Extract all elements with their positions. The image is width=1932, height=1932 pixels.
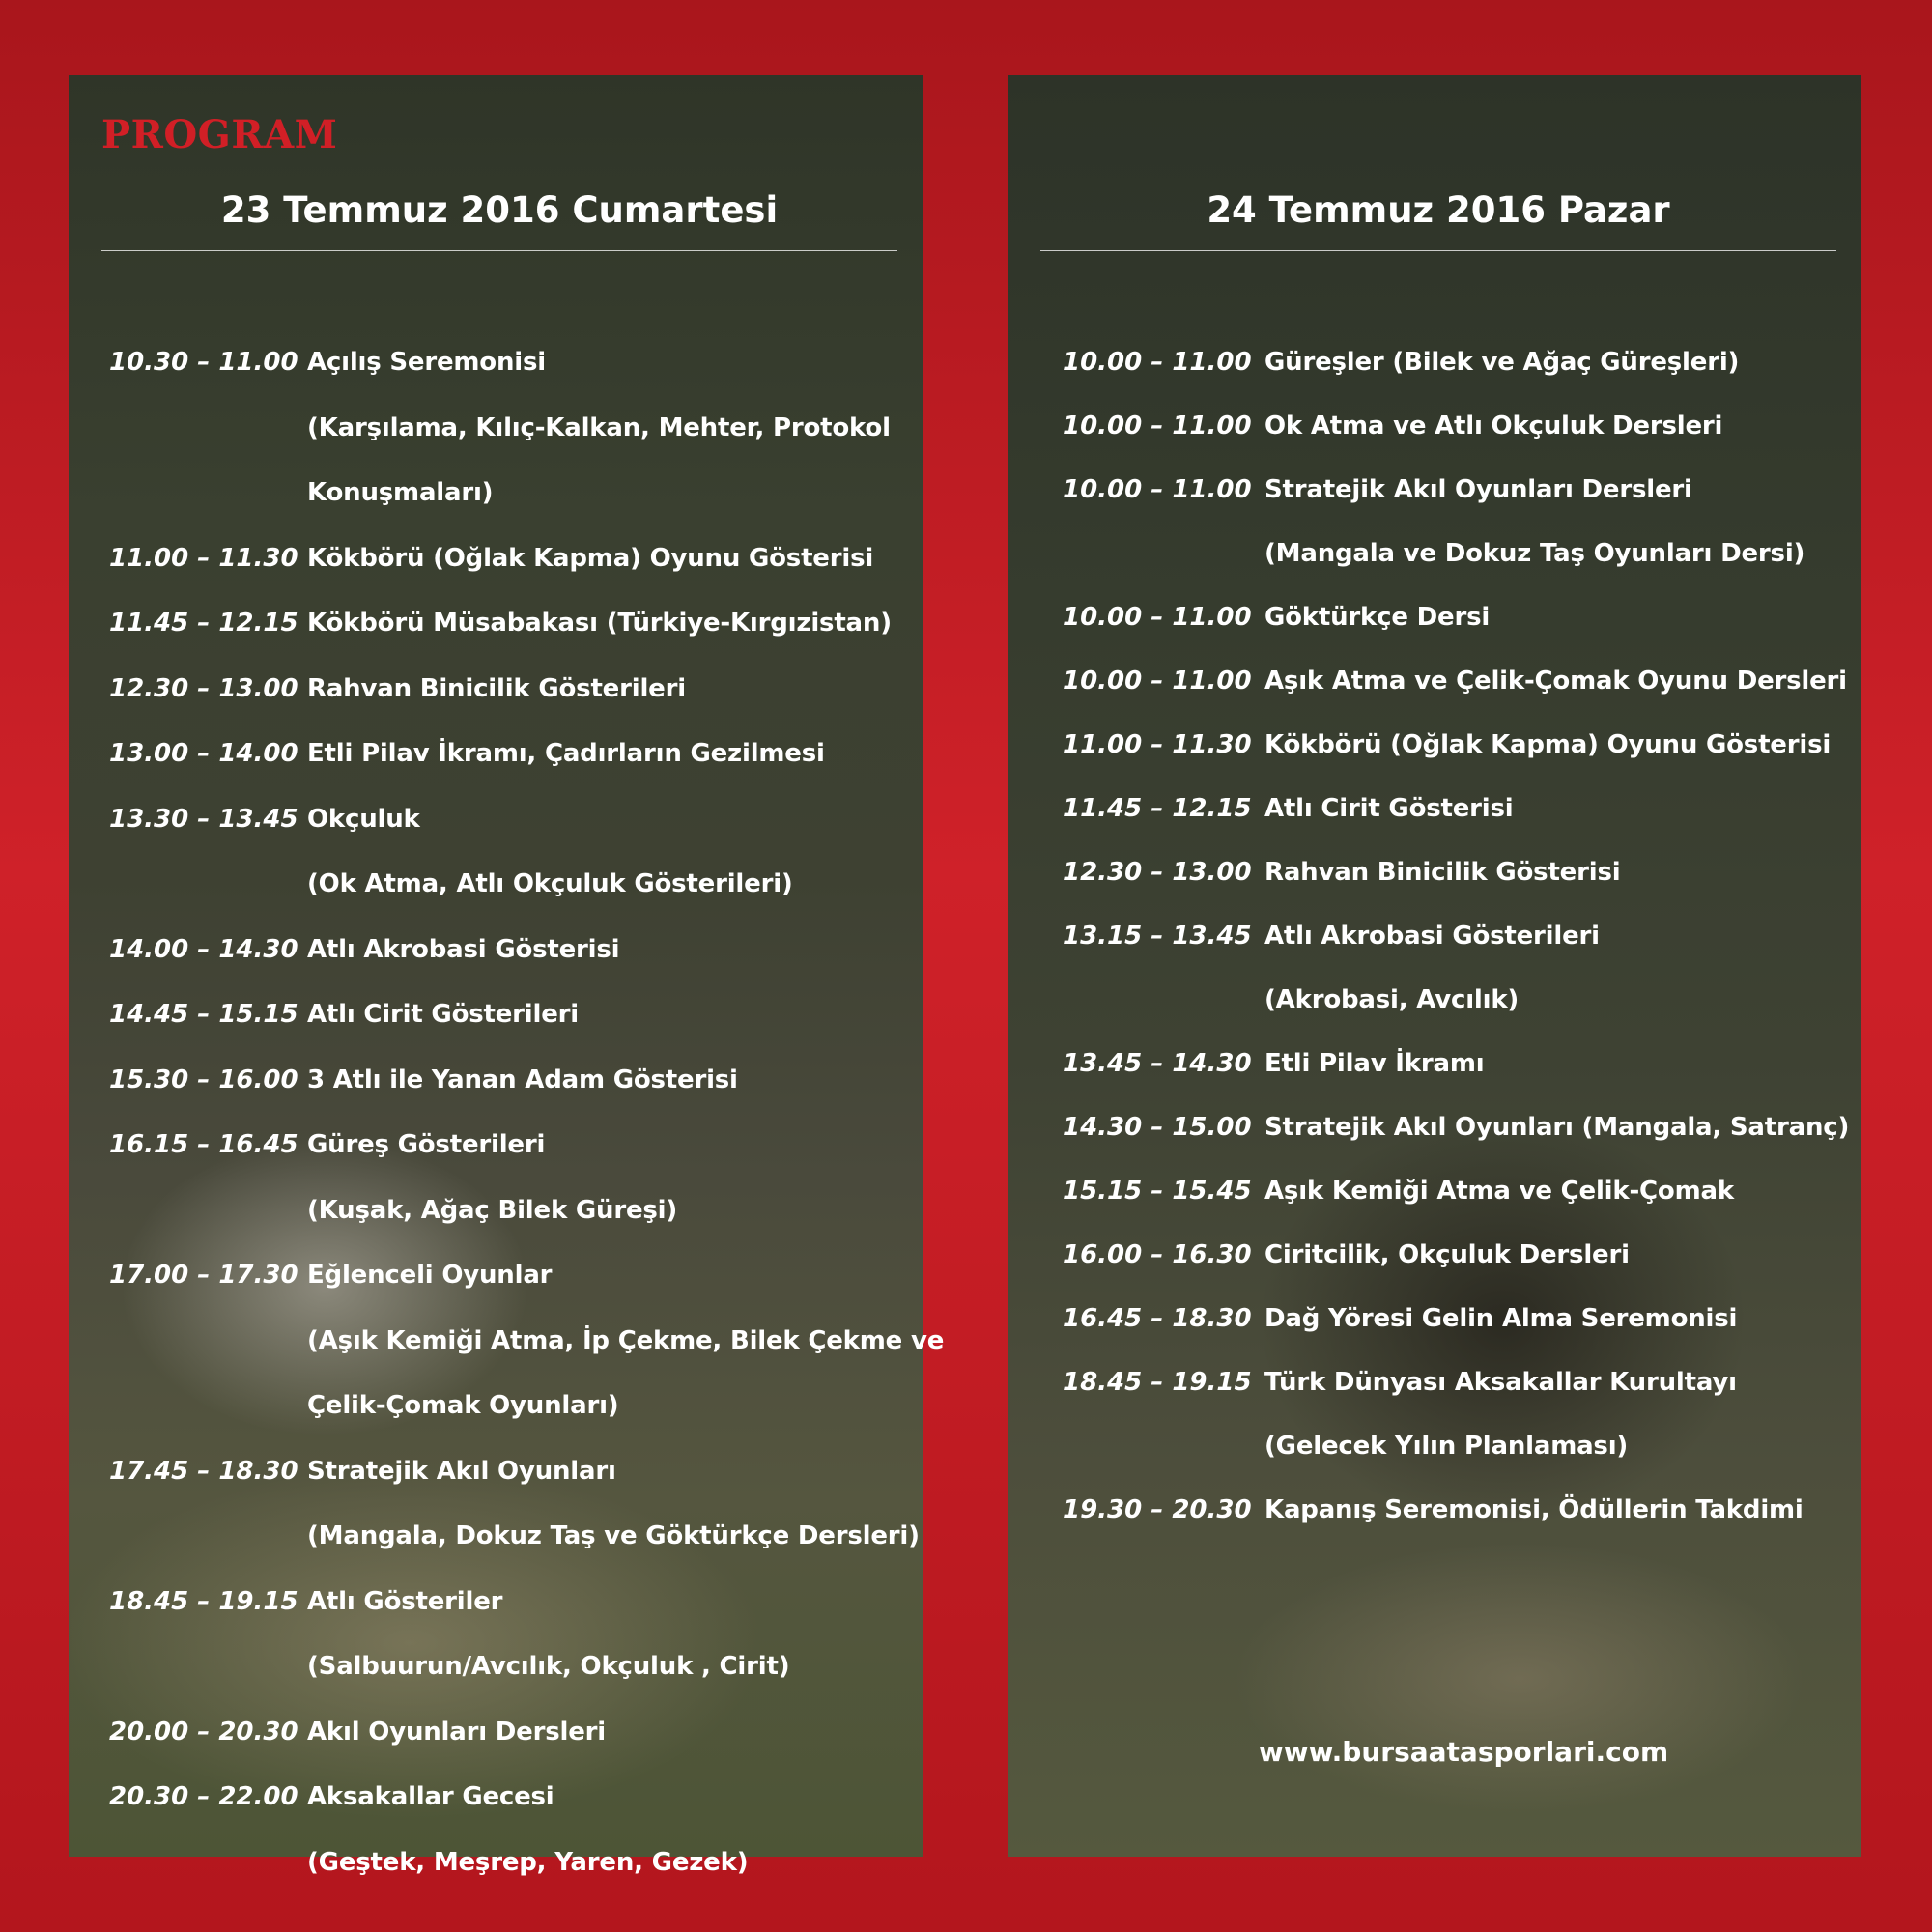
schedule-item: [1008, 840, 1861, 904]
schedule-event: [1264, 777, 1846, 840]
event-detail: (Akrobasi, Avcılık): [1264, 985, 1520, 1014]
schedule-item: [69, 1048, 923, 1114]
event-title: Rahvan Binicilik Gösterileri: [307, 673, 686, 703]
schedule-list-saturday: [69, 330, 945, 1895]
schedule-time: 11.45 – 12.15: [1063, 794, 1252, 823]
schedule-item: [1008, 649, 1861, 713]
event-title: Rahvan Binicilik Gösterisi: [1264, 858, 1621, 887]
schedule-list-sunday: [1008, 330, 1861, 1542]
schedule-event: [307, 1700, 907, 1766]
schedule-item: [1008, 1159, 1861, 1223]
schedule-event: [307, 722, 907, 787]
schedule-item: [69, 722, 923, 787]
schedule-event: [307, 1439, 920, 1570]
event-title: Atlı Gösteriler: [307, 1586, 503, 1616]
event-title: Stratejik Akıl Oyunları: [307, 1456, 616, 1486]
event-detail: (Aşık Kemiği Atma, İp Çekme, Bilek Çekme ve: [307, 1325, 945, 1355]
schedule-event: [307, 657, 907, 723]
schedule-time: 11.00 – 11.30: [109, 543, 298, 573]
schedule-time: 12.30 – 13.00: [109, 673, 298, 703]
schedule-time: 15.30 – 16.00: [109, 1065, 298, 1094]
event-detail: (Gelecek Yılın Planlaması): [1264, 1432, 1629, 1461]
event-title: Stratejik Akıl Oyunları Dersleri: [1264, 475, 1692, 504]
schedule-event: [1264, 1350, 1846, 1478]
schedule-time: 20.00 – 20.30: [109, 1717, 298, 1747]
schedule-item: [1008, 585, 1861, 649]
event-title: Etli Pilav İkramı: [1264, 1049, 1485, 1078]
schedule-item: [1008, 394, 1861, 458]
schedule-event: [1264, 1478, 1846, 1542]
event-title: Aşık Atma ve Çelik-Çomak Oyunu Dersleri: [1264, 667, 1847, 696]
program-heading: PROGRAM: [101, 112, 338, 157]
schedule-item: [69, 1700, 923, 1766]
event-title: Aşık Kemiği Atma ve Çelik-Çomak: [1264, 1177, 1734, 1206]
schedule-event: [307, 918, 907, 983]
event-detail: (Geştek, Meşrep, Yaren, Gezek): [307, 1847, 749, 1877]
schedule-time: 14.00 – 14.30: [109, 934, 298, 964]
schedule-time: 14.45 – 15.15: [109, 1000, 298, 1029]
event-detail: (Salbuurun/Avcılık, Okçuluk , Cirit): [307, 1652, 790, 1681]
schedule-item: [1008, 458, 1861, 585]
schedule-time: 17.00 – 17.30: [109, 1261, 298, 1290]
event-title: Güreş Gösterileri: [307, 1130, 546, 1159]
schedule-time: 12.30 – 13.00: [1063, 858, 1252, 887]
schedule-item: [69, 918, 923, 983]
schedule-time: 16.45 – 18.30: [1063, 1304, 1252, 1333]
schedule-event: [1264, 840, 1846, 904]
schedule-item: [1008, 1287, 1861, 1350]
schedule-event: [307, 787, 907, 918]
schedule-time: 16.15 – 16.45: [109, 1130, 298, 1159]
event-title: Stratejik Akıl Oyunları (Mangala, Satranç): [1264, 1113, 1850, 1142]
schedule-time: 10.00 – 11.00: [1063, 667, 1252, 696]
schedule-item: [69, 1570, 923, 1700]
website-link[interactable]: www.bursaatasporlari.com: [1258, 1736, 1669, 1768]
schedule-item: [69, 982, 923, 1048]
schedule-item: [69, 1765, 923, 1895]
event-title: Açılış Seremonisi: [307, 348, 546, 377]
event-detail: (Karşılama, Kılıç-Kalkan, Mehter, Protokol: [307, 412, 891, 442]
schedule-time: 20.30 – 22.00: [109, 1782, 298, 1811]
schedule-event: [1264, 394, 1846, 458]
event-title: Kökbörü Müsabakası (Türkiye-Kırgızistan): [307, 609, 892, 638]
day-title-saturday: 23 Temmuz 2016 Cumartesi: [101, 189, 897, 251]
day-title-sunday: 24 Temmuz 2016 Pazar: [1040, 189, 1836, 251]
schedule-item: [1008, 1350, 1861, 1478]
event-title: Ok Atma ve Atlı Okçuluk Dersleri: [1264, 412, 1723, 440]
schedule-event: [1264, 1032, 1846, 1095]
schedule-event: [1264, 1223, 1846, 1287]
event-title: Güreşler (Bilek ve Ağaç Güreşleri): [1264, 348, 1740, 377]
event-title: Akıl Oyunları Dersleri: [307, 1717, 606, 1747]
schedule-item: [69, 1113, 923, 1243]
schedule-event: [1264, 1287, 1846, 1350]
event-title: Dağ Yöresi Gelin Alma Seremonisi: [1264, 1304, 1738, 1333]
schedule-event: [307, 330, 907, 526]
schedule-event: [307, 1243, 945, 1439]
schedule-item: [69, 591, 923, 657]
schedule-event: [307, 1765, 907, 1895]
event-title: Atlı Akrobasi Gösterileri: [1264, 922, 1600, 951]
schedule-event: [1264, 649, 1846, 713]
schedule-event: [307, 982, 907, 1048]
schedule-event: [1264, 1095, 1850, 1159]
event-detail: (Mangala, Dokuz Taş ve Göktürkçe Dersleri): [307, 1521, 920, 1550]
event-title: Türk Dünyası Aksakallar Kurultayı: [1264, 1368, 1737, 1397]
schedule-item: [69, 787, 923, 918]
day-panel-saturday: [69, 75, 945, 1877]
schedule-event: [1264, 585, 1846, 649]
schedule-event: [307, 1570, 907, 1700]
schedule-item: [1008, 904, 1861, 1032]
schedule-time: 11.45 – 12.15: [109, 609, 298, 638]
schedule-item: [1008, 713, 1861, 777]
schedule-time: 13.30 – 13.45: [109, 804, 298, 834]
day-panel-sunday: [1008, 75, 1861, 1857]
schedule-time: 18.45 – 19.15: [1063, 1368, 1252, 1397]
schedule-time: 13.45 – 14.30: [1063, 1049, 1252, 1078]
event-title: Ciritcilik, Okçuluk Dersleri: [1264, 1240, 1630, 1269]
schedule-time: 10.00 – 11.00: [1063, 603, 1252, 632]
event-title: Atlı Akrobasi Gösterisi: [307, 934, 620, 964]
schedule-event: [1264, 458, 1846, 585]
event-title: Aksakallar Gecesi: [307, 1782, 554, 1811]
schedule-time: 13.15 – 13.45: [1063, 922, 1252, 951]
schedule-event: [1264, 1159, 1846, 1223]
schedule-item: [1008, 1223, 1861, 1287]
event-detail: Çelik-Çomak Oyunları): [307, 1391, 619, 1420]
schedule-time: 10.00 – 11.00: [1063, 412, 1252, 440]
schedule-time: 13.00 – 14.00: [109, 739, 298, 768]
event-title: Eğlenceli Oyunlar: [307, 1261, 553, 1290]
schedule-time: 18.45 – 19.15: [109, 1586, 298, 1616]
event-detail: Konuşmaları): [307, 478, 494, 507]
schedule-item: [1008, 1095, 1861, 1159]
schedule-item: [1008, 777, 1861, 840]
event-title: Atlı Cirit Gösterisi: [1264, 794, 1514, 823]
schedule-event: [307, 1048, 907, 1114]
schedule-event: [1264, 330, 1846, 394]
schedule-time: 10.00 – 11.00: [1063, 475, 1252, 504]
schedule-item: [1008, 1032, 1861, 1095]
schedule-event: [1264, 713, 1846, 777]
schedule-event: [307, 526, 907, 592]
schedule-item: [1008, 1478, 1861, 1542]
event-title: Okçuluk: [307, 804, 420, 834]
schedule-time: 10.00 – 11.00: [1063, 348, 1252, 377]
schedule-time: 10.30 – 11.00: [109, 348, 298, 377]
schedule-time: 16.00 – 16.30: [1063, 1240, 1252, 1269]
schedule-event: [307, 1113, 907, 1243]
schedule-time: 14.30 – 15.00: [1063, 1113, 1252, 1142]
event-detail: (Kuşak, Ağaç Bilek Güreşi): [307, 1195, 678, 1225]
event-title: Atlı Cirit Gösterileri: [307, 1000, 579, 1029]
event-title: Göktürkçe Dersi: [1264, 603, 1491, 632]
event-title: 3 Atlı ile Yanan Adam Gösterisi: [307, 1065, 738, 1094]
event-detail: (Ok Atma, Atlı Okçuluk Gösterileri): [307, 869, 793, 898]
event-detail: (Mangala ve Dokuz Taş Oyunları Dersi): [1264, 539, 1805, 568]
schedule-item: [69, 657, 923, 723]
event-title: Kökbörü (Oğlak Kapma) Oyunu Gösterisi: [1264, 730, 1832, 759]
schedule-time: 15.15 – 15.45: [1063, 1177, 1252, 1206]
schedule-time: 19.30 – 20.30: [1063, 1495, 1252, 1524]
schedule-item: [69, 330, 923, 526]
schedule-item: [69, 526, 923, 592]
schedule-item: [69, 1439, 923, 1570]
schedule-time: 17.45 – 18.30: [109, 1456, 298, 1486]
schedule-item: [1008, 330, 1861, 394]
event-title: Kökbörü (Oğlak Kapma) Oyunu Gösterisi: [307, 543, 874, 573]
event-title: Kapanış Seremonisi, Ödüllerin Takdimi: [1264, 1495, 1804, 1524]
schedule-event: [307, 591, 907, 657]
schedule-time: 11.00 – 11.30: [1063, 730, 1252, 759]
schedule-item: [69, 1243, 945, 1439]
event-title: Etli Pilav İkramı, Çadırların Gezilmesi: [307, 739, 825, 768]
schedule-event: [1264, 904, 1846, 1032]
